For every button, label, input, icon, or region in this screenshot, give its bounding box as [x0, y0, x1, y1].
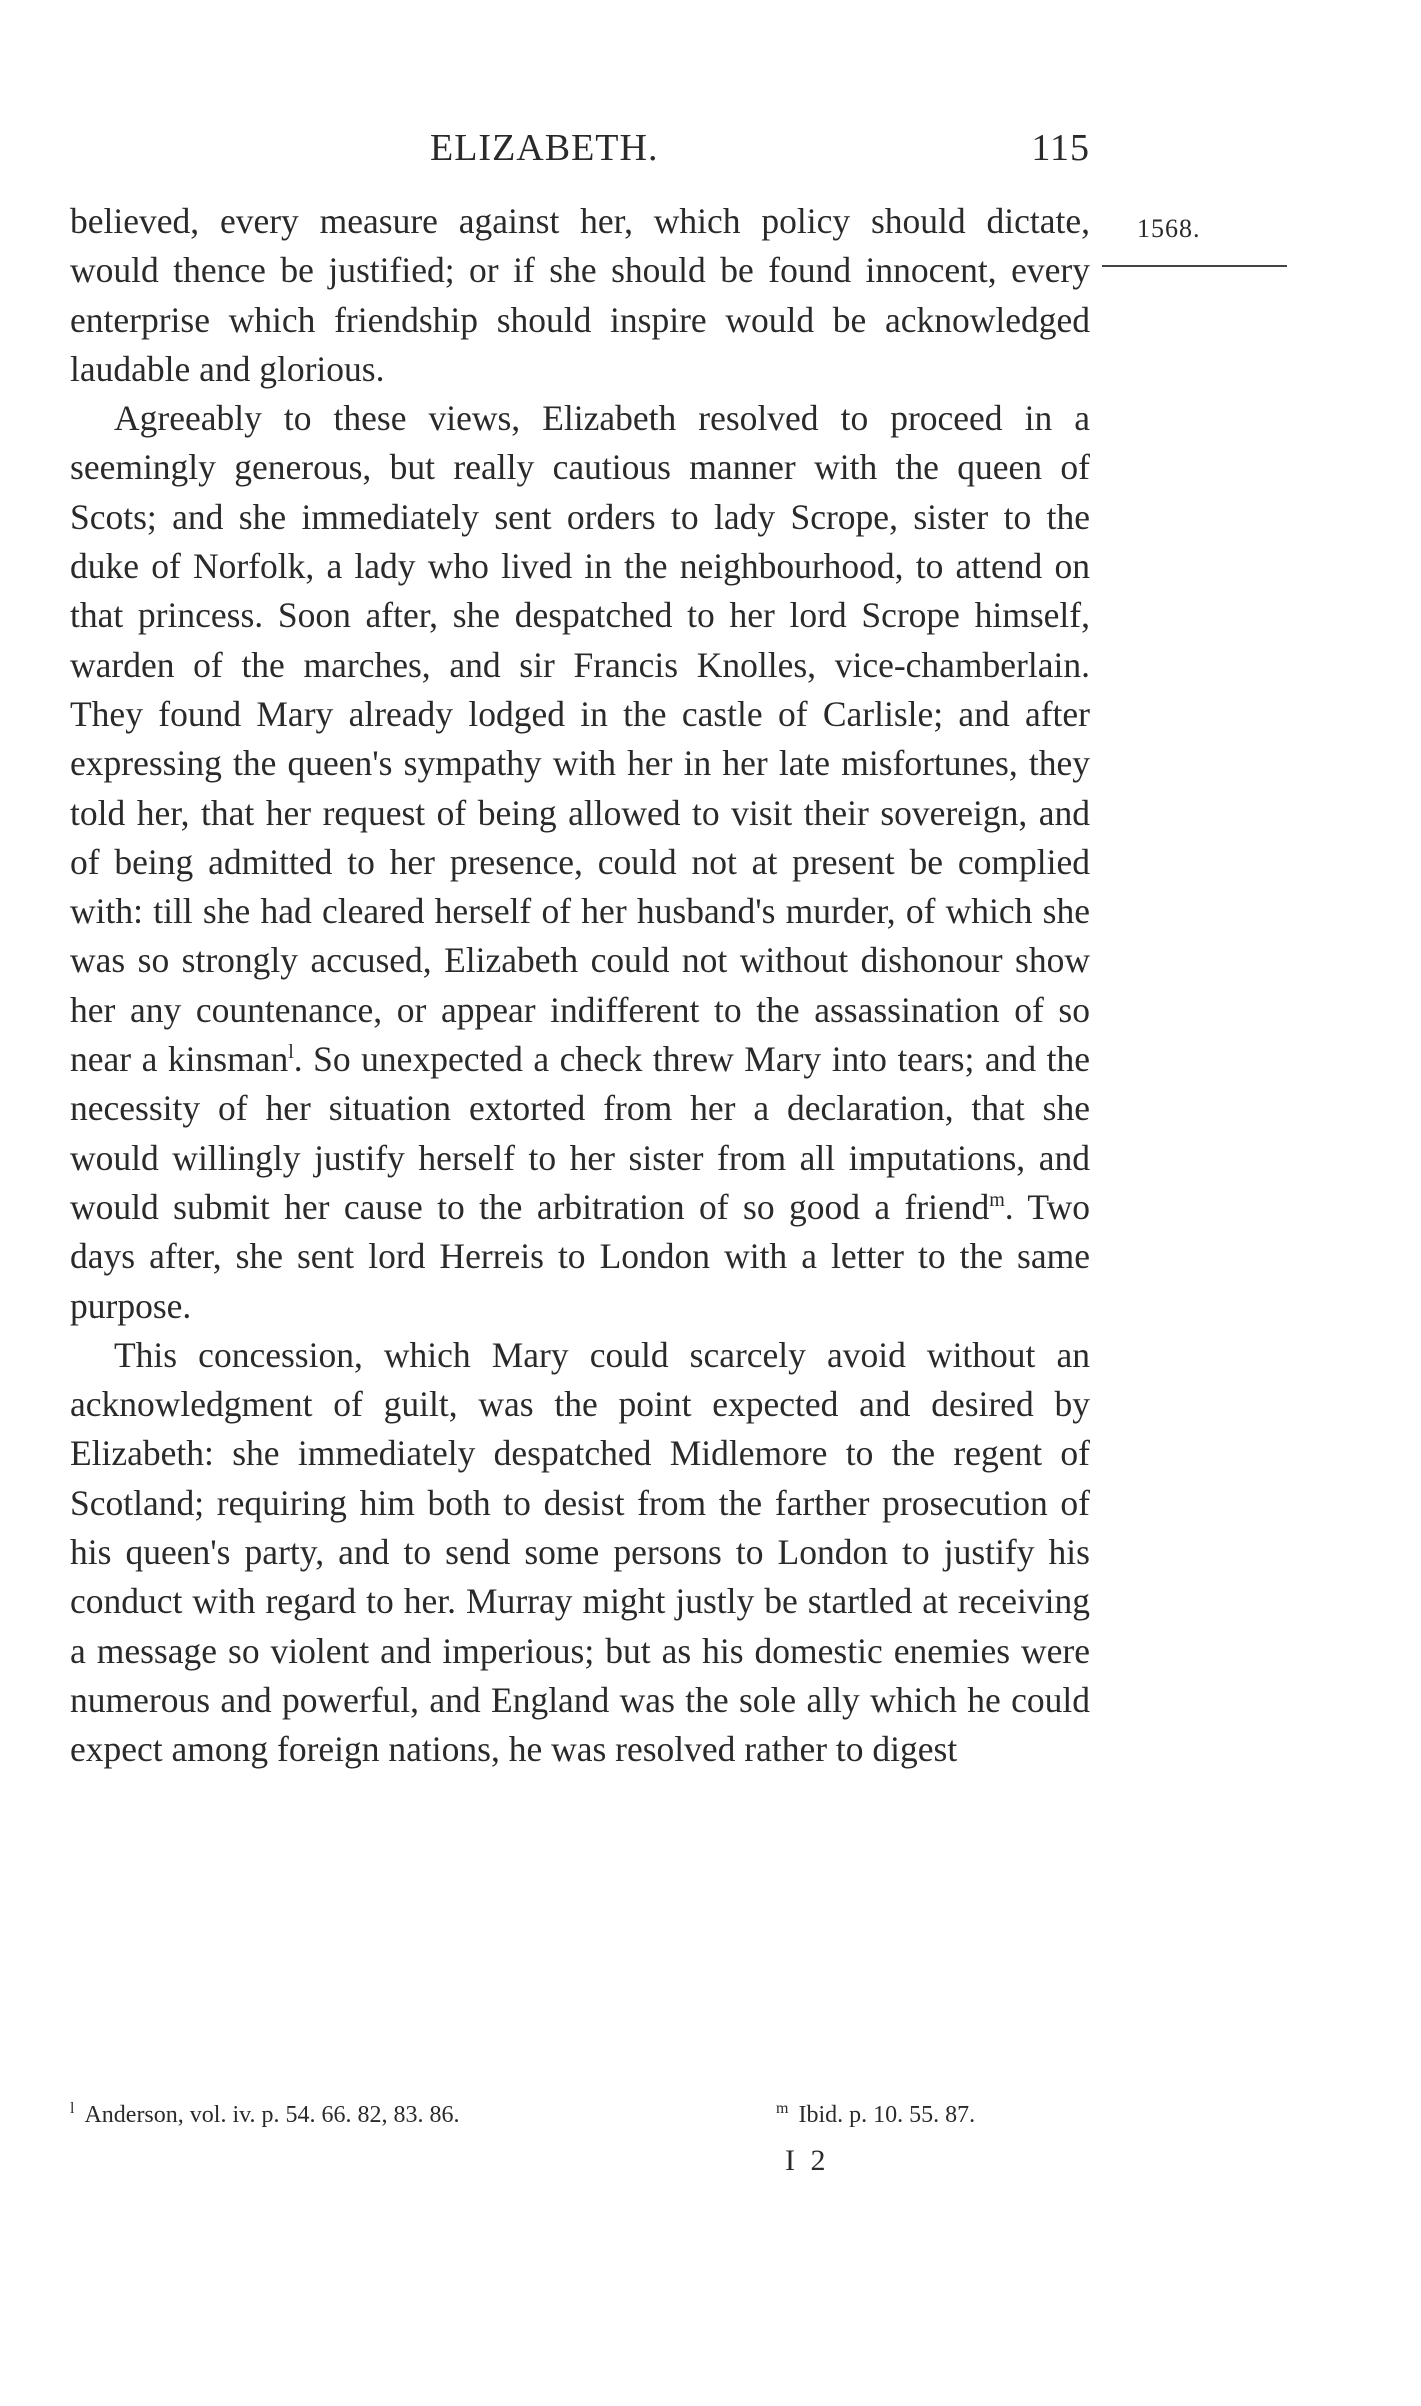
- footnote-marker: l: [70, 2100, 75, 2117]
- footnote-reference: m: [989, 1189, 1005, 1212]
- margin-year-note: 1568.: [1137, 214, 1201, 243]
- paragraph: [70, 394, 1090, 1331]
- footnote-text: Anderson, vol. iv. p. 54. 66. 82, 83. 86.: [84, 2102, 460, 2128]
- footnote-text: Ibid. p. 10. 55. 87.: [798, 2102, 976, 2128]
- signature-mark: I 2: [785, 2144, 830, 2177]
- footnote-marker: m: [776, 2100, 789, 2117]
- text-run: This concession, which Mary could scarcely avoid without an acknowledgment of guilt, was the point expected and desired by Elizabeth: she immediately despatched Midlemore to the regent of Scotland; requiring him both to desist from the farther prosecution of his queen's party, and to send some persons to London to justify his conduct with regard to her. Murray might justly be startled at receiving a message so violent and imperious; but as his domestic enemies were numerous and powerful, and England was the sole ally which he could expect among foreign nations, he was resolved rather to digest: [70, 1334, 1090, 1770]
- running-title: ELIZABETH.: [430, 127, 659, 169]
- footnote-m: [776, 2100, 975, 2129]
- paragraph: [70, 1331, 1090, 1775]
- paragraph: [70, 197, 1090, 394]
- text-run: Agreeably to these views, Elizabeth resolved to proceed in a seemingly generous, but really cautious manner with the queen of Scots; and she immediately sent orders to lady Scrope, sister to the duke of Norfolk, a lady who lived in the neighbourhood, to attend on that princess. Soon after, she despatched to her lord Scrope himself, warden of the marches, and sir Francis Knolles, vice-chamberlain. They found Mary already lodged in the castle of Carlisle; and after expressing the queen's sympathy with her in her late misfortunes, they told her, that her request of being allowed to visit their sovereign, and of being admitted to her presence, could not at present be complied with: till she had cleared herself of her husband's murder, of which she was so strongly accused, Elizabeth could not without dishonour show her any countenance, or appear indifferent to the assassination of so near a kinsman: [70, 398, 1090, 1080]
- text-run: believed, every measure against her, which policy should dictate, would thence be justified; or if she should be found innocent, every enterprise which friendship should inspire would be acknowledged laudable and glorious.: [70, 201, 1090, 389]
- footnote-l: [70, 2100, 460, 2129]
- body-text: [70, 197, 1090, 1775]
- text-run: . Two days after, she sent lord Herreis to London with a letter to the same purpose.: [70, 1186, 1091, 1326]
- margin-rule: [1102, 265, 1287, 267]
- page-number: 115: [1031, 127, 1090, 169]
- text-run: . So unexpected a check threw Mary into tears; and the necessity of her situation extorted from her a declaration, that she would willingly justify herself to her sister from all imputations, and would submit her cause to the arbitration of so good a friend: [70, 1039, 1090, 1227]
- running-header: [70, 118, 1090, 178]
- footnote-reference: l: [288, 1041, 294, 1064]
